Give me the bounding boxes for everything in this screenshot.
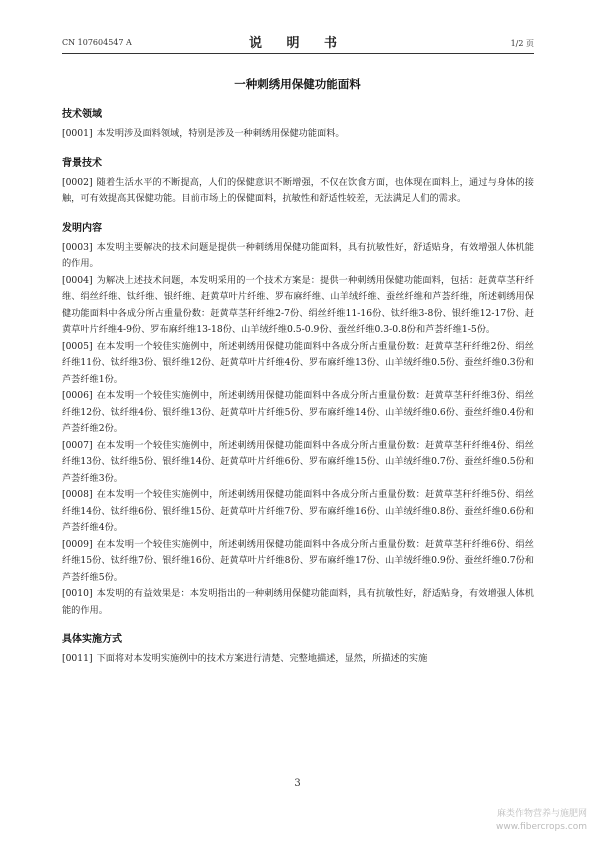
paragraph [62,586,534,619]
paragraph [62,388,534,438]
paragraph [62,240,534,273]
paragraph-text: 下面将对本发明实施例中的技术方案进行清楚、完整地描述，显然，所描述的实施 [96,653,428,664]
paragraph-number: [0011] [62,653,93,664]
document-body [62,108,534,668]
paragraph-number: [0003] [62,241,93,253]
watermark [496,808,587,834]
publication-number: CN 107604547 A [62,38,132,47]
paragraph-number: [0008] [62,489,93,500]
section-heading-summary: 发明内容 [62,222,102,234]
paragraph-text: 在本发明一个较佳实施例中，所述刺绣用保健功能面料中各成分所占重量份数：赶黄草茎秆纤维6份、绢丝纤维15份、钛纤维7份、银纤维16份、赶黄草叶片纤维8份、罗布麻纤维17份、山羊绒纤维0.9份、蚕丝纤维0.7份和芦荟纤维5份。 [62,538,534,583]
section-heading-technical-field: 技术领域 [62,109,102,120]
paragraph-text: 在本发明一个较佳实施例中，所述刺绣用保健功能面料中各成分所占重量份数：赶黄草茎秆纤维3份、绢丝纤维12份、钛纤维4份、银纤维13份、赶黄草叶片纤维5份、罗布麻纤维14份、山羊绒纤维0.6份、蚕丝纤维0.4份和芦荟纤维2份。 [62,390,534,434]
paragraph-number: [0007] [62,439,93,451]
paragraph-text: 本发明的有益效果是：本发明指出的一种刺绣用保健功能面料，具有抗敏性好，舒适贴身，有效增强人体机能的作用。 [62,588,534,616]
paragraph [62,175,534,208]
paragraph-text: 在本发明一个较佳实施例中，所述刺绣用保健功能面料中各成分所占重量份数：赶黄草茎秆纤维5份、绢丝纤维14份、钛纤维6份、银纤维15份、赶黄草叶片纤维7份、罗布麻纤维16份、山羊绒纤维0.8份、蚕丝纤维0.6份和芦荟纤维4份。 [62,489,534,533]
paragraph-text: 本发明涉及面料领域，特别是涉及一种刺绣用保健功能面料。 [96,128,345,139]
paragraph-text: 在本发明一个较佳实施例中，所述刺绣用保健功能面料中各成分所占重量份数：赶黄草茎秆纤维4份、绢丝纤维13份、钛纤维5份、银纤维14份、赶黄草叶片纤维6份、罗布麻纤维15份、山羊绒纤维0.7份、蚕丝纤维0.5份和芦荟纤维3份。 [62,439,534,484]
watermark-line-1: 麻类作物营养与施肥网 [496,809,587,819]
paragraph [62,339,534,389]
page-number: 3 [294,778,301,789]
page-info: 1/2 页 [510,39,534,48]
paragraph-text: 随着生活水平的不断提高，人们的保健意识不断增强，不仅在饮食方面，也体现在面料上，通过与身体的接触，可有效提高其保健功能。目前市场上的保健面料，抗敏性和舒适性较差，无法满足人们的需求。 [62,176,534,204]
paragraph [62,487,534,537]
paragraph-text: 在本发明一个较佳实施例中，所述刺绣用保健功能面料中各成分所占重量份数：赶黄草茎秆纤维2份、绢丝纤维11份、钛纤维3份、银纤维12份、赶黄草叶片纤维4份、罗布麻纤维13份、山羊绒纤维0.5份、蚕丝纤维0.3份和芦荟纤维1份。 [62,340,534,385]
paragraph [62,537,534,587]
document-title: 一种刺绣用保健功能面料 [234,77,361,91]
paragraph [62,438,534,488]
paragraph-text: 为解决上述技术问题，本发明采用的一个技术方案是：提供一种刺绣用保健功能面料，包括：赶黄草茎秆纤维、绢丝纤维、钛纤维、银纤维、赶黄草叶片纤维、罗布麻纤维、山羊绒纤维、蚕丝纤维和芦荟纤维，所述刺绣用保健功能面料中各成分所占重量份数：赶黄草茎秆纤维2-7份、绢丝纤维11-16份、钛纤维3-8份、银纤维12-17份、赶黄草叶片纤维4-9份、罗布麻纤维13-18份、山羊绒纤维0.5-0.9份、蚕丝纤维0.3-0.8份和芦荟纤维1-5份。 [62,274,534,335]
paragraph-number: [0002] [62,176,93,188]
paragraph [62,651,534,668]
document-type-title: 说 明 书 [248,36,348,51]
section-heading-background: 背景技术 [62,157,102,169]
paragraph [62,273,534,339]
paragraph-number: [0006] [62,390,93,401]
paragraph [62,126,534,143]
watermark-line-2: www.fibercrops.com [496,822,587,832]
header-divider [62,53,534,54]
paragraph-number: [0004] [62,274,93,286]
paragraph-number: [0009] [62,538,93,550]
paragraph-number: [0010] [62,588,93,599]
page-header [62,30,534,50]
paragraph-number: [0001] [62,128,93,139]
paragraph-number: [0005] [62,340,93,352]
section-heading-embodiment: 具体实施方式 [62,634,122,645]
paragraph-text: 本发明主要解决的技术问题是提供一种刺绣用保健功能面料，具有抗敏性好，舒适贴身，有效增强人体机能的作用。 [62,241,534,269]
